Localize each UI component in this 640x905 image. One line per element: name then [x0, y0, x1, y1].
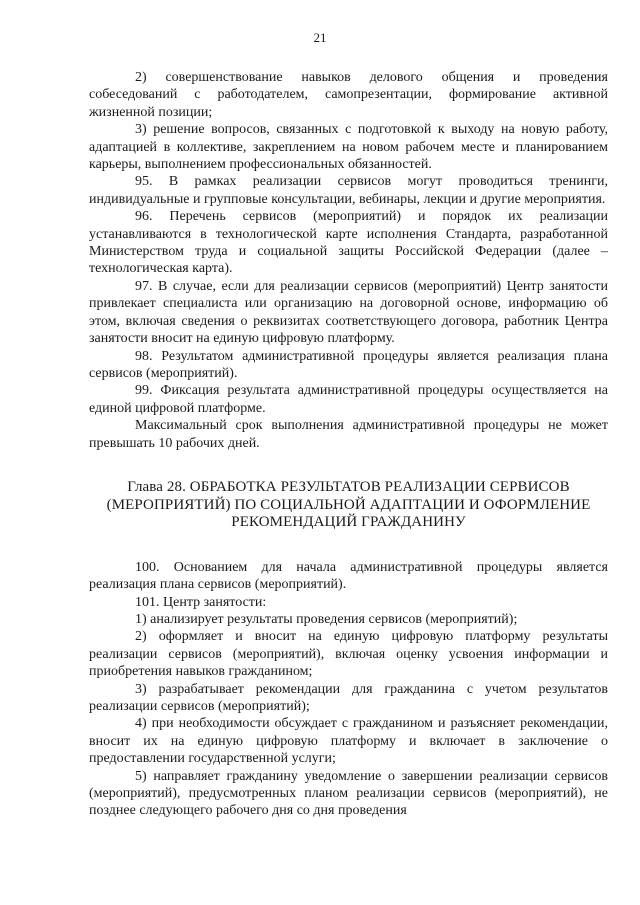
- paragraph: 1) анализирует результаты проведения сервисов (мероприятий);: [135, 611, 518, 627]
- spacer: [89, 532, 608, 559]
- paragraph: 3) решение вопросов, связанных с подготовкой к выходу на новую работу, адаптацией в коллективе, закреплением на новом рабочем месте и планированием карьеры, выполнением профессиональных обязанностей.: [89, 122, 608, 173]
- page-number: 21: [313, 30, 327, 45]
- paragraph: 99. Фиксация результата административной процедуры осуществляется на единой цифровой платформе.: [89, 383, 608, 416]
- chapter-heading-line: РЕКОМЕНДАЦИЙ ГРАЖДАНИНУ: [231, 514, 466, 531]
- paragraph: 98. Результатом административной процедуры является реализация плана сервисов (мероприятий).: [89, 348, 608, 381]
- paragraph: 3) разрабатывает рекомендации для гражданина с учетом результатов реализации сервисов (мероприятий);: [89, 681, 608, 714]
- document-body: [89, 69, 608, 820]
- chapter-heading-line: Глава 28. ОБРАБОТКА РЕЗУЛЬТАТОВ РЕАЛИЗАЦИИ СЕРВИСОВ: [127, 478, 570, 495]
- paragraph: 100. Основанием для начала административной процедуры является реализация плана сервисов (мероприятий).: [89, 559, 608, 593]
- paragraph: 95. В рамках реализации сервисов могут проводиться тренинги, индивидуальные и групповые консультации, вебинары, лекции и другие мероприятия.: [89, 174, 608, 207]
- paragraph: Максимальный срок выполнения административной процедуры не может превышать 10 рабочих дней.: [89, 418, 608, 451]
- chapter-heading-line: (МЕРОПРИЯТИЙ) ПО СОЦИАЛЬНОЙ АДАПТАЦИИ И ОФОРМЛЕНИЕ: [106, 496, 591, 513]
- paragraph: 101. Центр занятости:: [135, 594, 267, 610]
- paragraph: 4) при необходимости обсуждает с гражданином и разъясняет рекомендации, вносит их на единую цифровую платформу и включает в заключение о предоставлении государственной услуги;: [89, 716, 608, 767]
- paragraph: 96. Перечень сервисов (мероприятий) и порядок их реализации устанавливаются в технологической карте исполнения Стандарта, разработанной Министерством труда и социальной защиты Российской Федерации (далее – технологическая карта).: [89, 209, 608, 277]
- paragraph: 2) оформляет и вносит на единую цифровую платформу результаты реализации сервисов (мероприятий), включая оценку усвоения информации и приобретения навыков гражданином;: [89, 629, 608, 680]
- chapter-heading: [89, 479, 608, 532]
- paragraph: 97. В случае, если для реализации сервисов (мероприятий) Центр занятости привлекает специалиста или организацию на договорной основе, информацию об этом, включая сведения о реквизитах соответствующего договора, работник Центра занятости вносит на единую цифровую платформу.: [89, 278, 608, 347]
- paragraph: 5) направляет гражданину уведомление о завершении реализации сервисов (мероприятий), предусмотренных планом реализации сервисов (мероприятий), не позднее следующего рабочего дня со дня проведения: [89, 768, 608, 819]
- spacer: [89, 452, 608, 479]
- paragraph: 2) совершенствование навыков делового общения и проведения собеседований с работодателем, самопрезентации, формирование активной жизненной позиции;: [89, 70, 608, 120]
